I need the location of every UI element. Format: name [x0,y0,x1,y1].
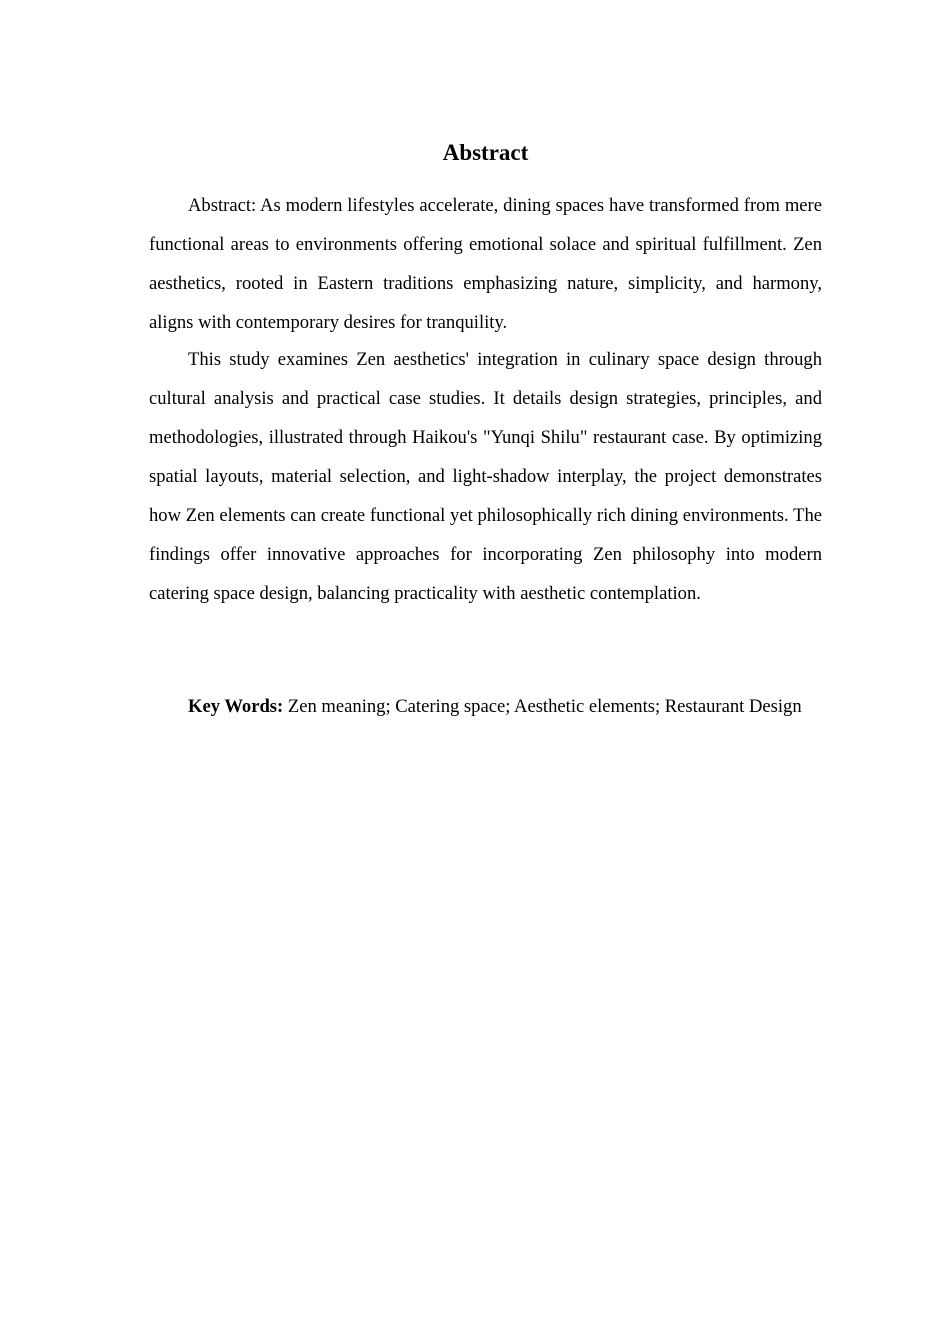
abstract-heading: Abstract [442,140,529,165]
keywords-line [149,687,822,726]
keywords-value: Zen meaning; Catering space; Aesthetic elements; Restaurant Design [283,696,802,717]
keywords-label: Key Words: [188,696,284,717]
abstract-paragraph-2: This study examines Zen aesthetics' integration in culinary space design through cultural analysis and practical case studies. It details design strategies, principles, and methodologies, illustrated through Haikou's "Yunqi Shilu" restaurant case. By optimizing spatial layouts, material selection, and light-shadow interplay, the project demonstrates how Zen elements can create functional yet philosophically rich dining environments. The findings offer innovative approaches for incorporating Zen philosophy into modern catering space design, balancing practicality with aesthetic contemplation. [149,349,822,604]
abstract-paragraph-1: Abstract: As modern lifestyles accelerate, dining spaces have transformed from mere functional areas to environments offering emotional solace and spiritual fulfillment. Zen aesthetics, rooted in Eastern traditions emphasizing nature, simplicity, and harmony, aligns with contemporary desires for tranquility. [149,195,822,333]
